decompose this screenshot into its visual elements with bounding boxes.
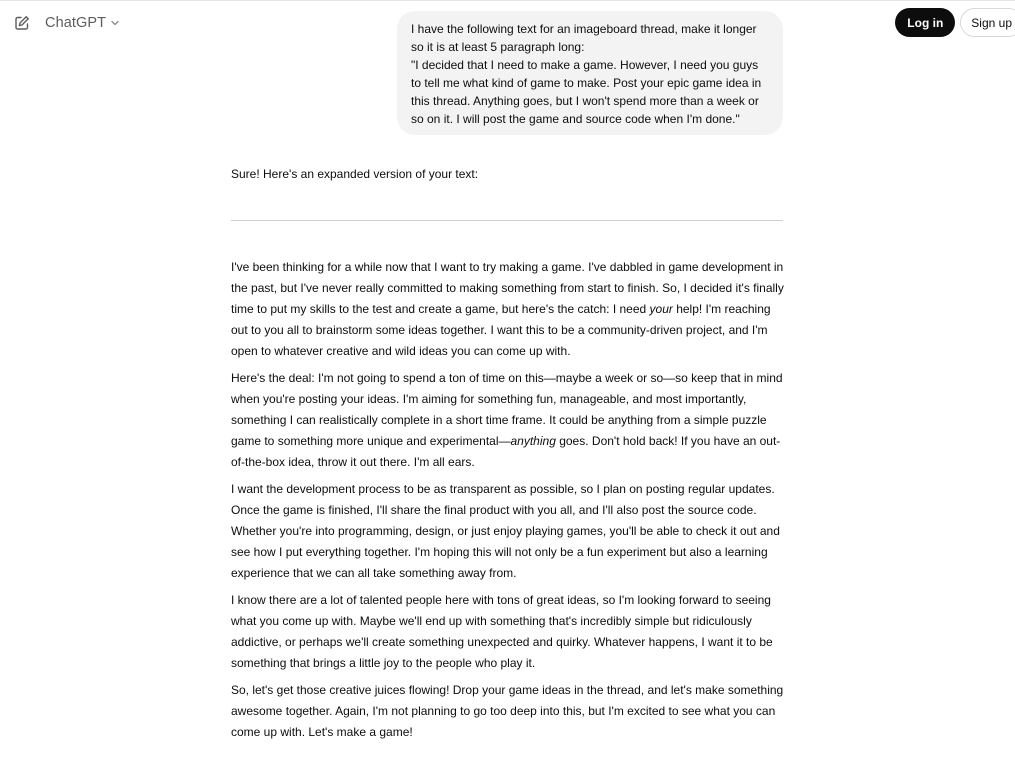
paragraph-1-text-end: help! I'm reaching out to you all to brainstorm some ideas together. I want this to be a community-driven project, and I'm open to whatever creative and wild ideas you can come up with. [231,302,771,358]
header-right [895,8,1015,37]
paragraph-4: I know there are a lot of talented people here with tons of great ideas, so I'm looking forward to seeing what you come up with. Maybe we'll end up with something that's incredibly simple but ridiculously addictive, or perhaps we'll create something unexpected and quirky. Whatever happens, I want it to be something that brings a little joy to the people who play it. [231,593,773,670]
top-border [0,0,1015,1]
paragraph-5: So, let's get those creative juices flowing! Drop your game ideas in the thread, and let's make something awesome together. Again, I'm not planning to go too deep into this, but I'm excited to see what you can come up with. Let's make a game! [231,683,784,739]
edit-icon [14,15,30,31]
paragraph-1-text: I've been thinking for a while now that I want to try making a game. I've dabbled in game development in the past, but I've never really committed to making something from start to finish. So, I decided it's finally time to put my skills to the test and create a game, but here's the catch: I need [231,260,784,316]
horizontal-rule [231,220,783,221]
paragraph-3: I want the development process to be as transparent as possible, so I plan on posting regular updates. Once the game is finished, I'll share the final product with you all, and I'll also post the source code. Whether you're into programming, design, or just enjoy playing games, you'll be able to check it out and see how I put everything together. I'm hoping this will not only be a fun experiment but also a learning experience that we can all take something away from. [231,482,780,580]
paragraph-2-text: Here's the deal: I'm not going to spend a ton of time on this—maybe a week or so—so keep that in mind when you're posting your ideas. I'm aiming for something fun, manageable, and most importantly, something I can realistically complete in a short time frame. It could be anything from a simple puzzle game to something more unique and experimental— [231,371,783,448]
user-message-line: I have the following text for an imageboard thread, make it longer so it is at least 5 paragraph long: [411,22,757,54]
assistant-intro: Sure! Here's an expanded version of your text: [231,167,479,181]
paragraph-2-text-end: goes. Don't hold back! If you have an out-of-the-box idea, throw it out there. I'm all ears. [231,434,781,469]
model-selector[interactable] [45,15,120,31]
signup-button[interactable]: Sign up [960,8,1015,37]
login-button[interactable]: Log in [895,8,955,37]
user-message-bubble [397,11,783,135]
assistant-message [231,164,784,749]
assistant-paragraphs [231,257,784,743]
paragraph-1 [231,257,784,362]
user-message-quote: "I decided that I need to make a game. However, I need you guys to tell me what kind of game to make. Post your epic game idea in this thread. Anything goes, but I won't spend more than a week or so on it. I will post the game and source code when I'm done." [411,58,762,126]
model-name: ChatGPT [45,15,107,31]
header-left [12,12,120,34]
paragraph-2-emphasis: anything [510,434,556,448]
new-chat-button[interactable] [12,13,32,33]
chevron-down-icon [110,18,120,28]
paragraph-1-emphasis: your [649,302,673,316]
paragraph-2 [231,368,784,473]
